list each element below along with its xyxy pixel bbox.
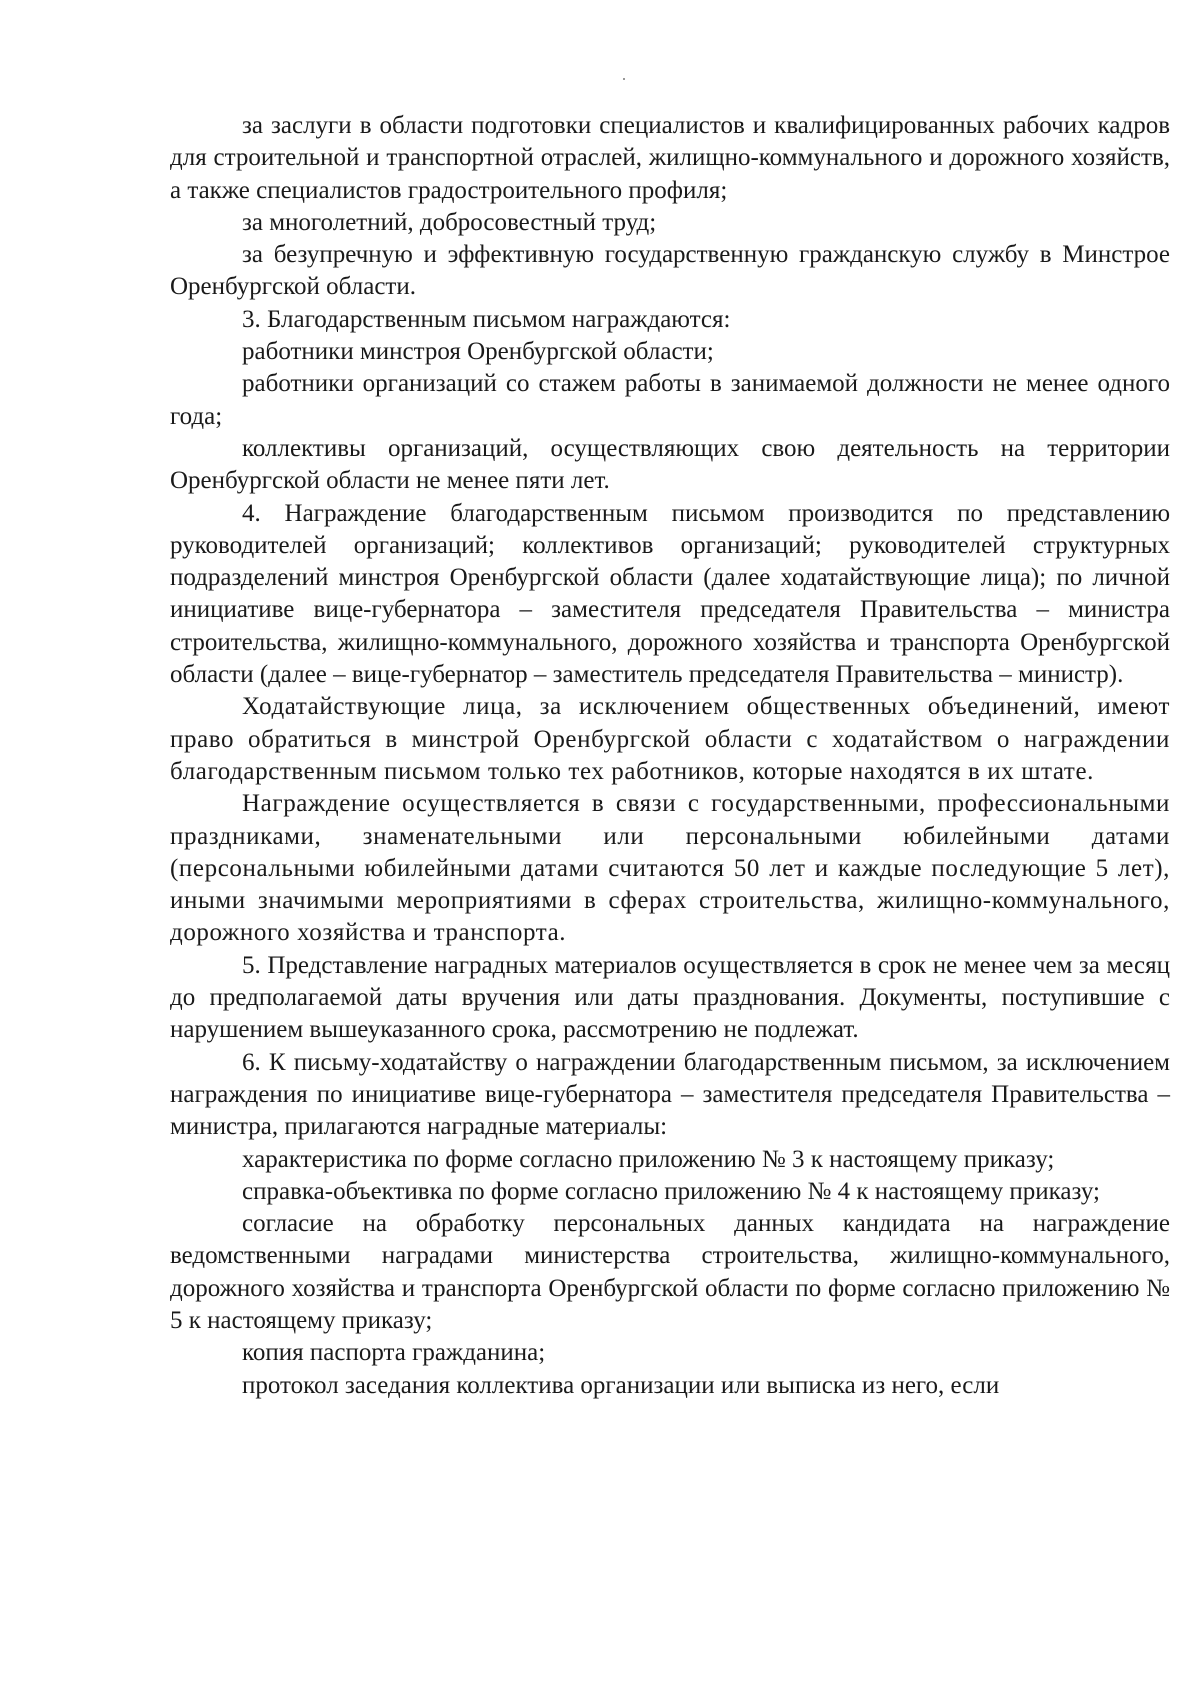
paragraph-organization-workers: работники организаций со стажем работы в занимаемой должности не менее одного года; <box>170 370 1170 430</box>
paragraph-characteristic: характеристика по форме согласно приложению № 3 к настоящему приказу; <box>242 1145 1055 1173</box>
paragraph-ministry-workers: работники минстроя Оренбургской области; <box>242 338 714 366</box>
paragraph-civil-service: за безупречную и эффективную государственную гражданскую службу в Минстрое Оренбургской области. <box>170 241 1170 301</box>
paragraph-merits-training: за заслуги в области подготовки специалистов и квалифицированных рабочих кадров для строительной и транспортной отраслей, жилищно-коммунального и дорожного хозяйств, а также специалистов градостроительного профиля; <box>170 112 1170 204</box>
paragraph-passport-copy: копия паспорта гражданина; <box>242 1339 546 1367</box>
paragraph-award-occasions: Награждение осуществляется в связи с государственными, профессиональными праздниками, знаменательными или персональными юбилейными датами (персональными юбилейными датами считаются 50 лет и каждые последующие 5 лет), иными значимыми мероприятиями в сферах строительства, жилищно-коммунального, дорожного хозяйства и транспорта. <box>170 790 1170 947</box>
paragraph-petitioners: Ходатайствующие лица, за исключением общественных объединений, имеют право обратиться в минстрой Оренбургской области с ходатайством о награждении благодарственным письмом только тех работников, которые находятся в их штате. <box>170 693 1170 785</box>
document-body <box>170 110 1170 1402</box>
paragraph-reference: справка-объективка по форме согласно приложению № 4 к настоящему приказу; <box>242 1177 1100 1205</box>
paragraph-meeting-protocol: протокол заседания коллектива организации или выписка из него, если <box>242 1371 1000 1399</box>
paragraph-consent: согласие на обработку персональных данных кандидата на награждение ведомственными наградами министерства строительства, жилищно-коммунального, дорожного хозяйства и транспорта Оренбургской области по форме согласно приложению № 5 к настоящему приказу; <box>170 1210 1170 1334</box>
paragraph-section-5: 5. Представление наградных материалов осуществляется в срок не менее чем за месяц до предполагаемой даты вручения или даты празднования. Документы, поступившие с нарушением вышеуказанного срока, рассмотрению не подлежат. <box>170 951 1170 1044</box>
paragraph-long-service: за многолетний, добросовестный труд; <box>242 208 657 236</box>
paragraph-section-4: 4. Награждение благодарственным письмом производится по представлению руководителей организаций; коллективов организаций; руководителей структурных подразделений минстроя Оренбургской области (далее ходатайствующие лица); по личной инициативе вице-губернатора – заместителя председателя Правительства – министра строительства, жилищно-коммунального, дорожного хозяйства и транспорта Оренбургской области (далее – вице-губернатор – заместитель председателя Правительства – министр). <box>170 499 1170 689</box>
scan-artifact <box>623 78 625 80</box>
paragraph-section-3-heading: 3. Благодарственным письмом награждаются: <box>242 305 731 333</box>
paragraph-collectives: коллективы организаций, осуществляющих свою деятельность на территории Оренбургской области не менее пяти лет. <box>170 434 1170 495</box>
paragraph-section-6: 6. К письму-ходатайству о награждении благодарственным письмом, за исключением награждения по инициативе вице-губернатора – заместителя председателя Правительства – министра, прилагаются наградные материалы: <box>170 1048 1170 1141</box>
